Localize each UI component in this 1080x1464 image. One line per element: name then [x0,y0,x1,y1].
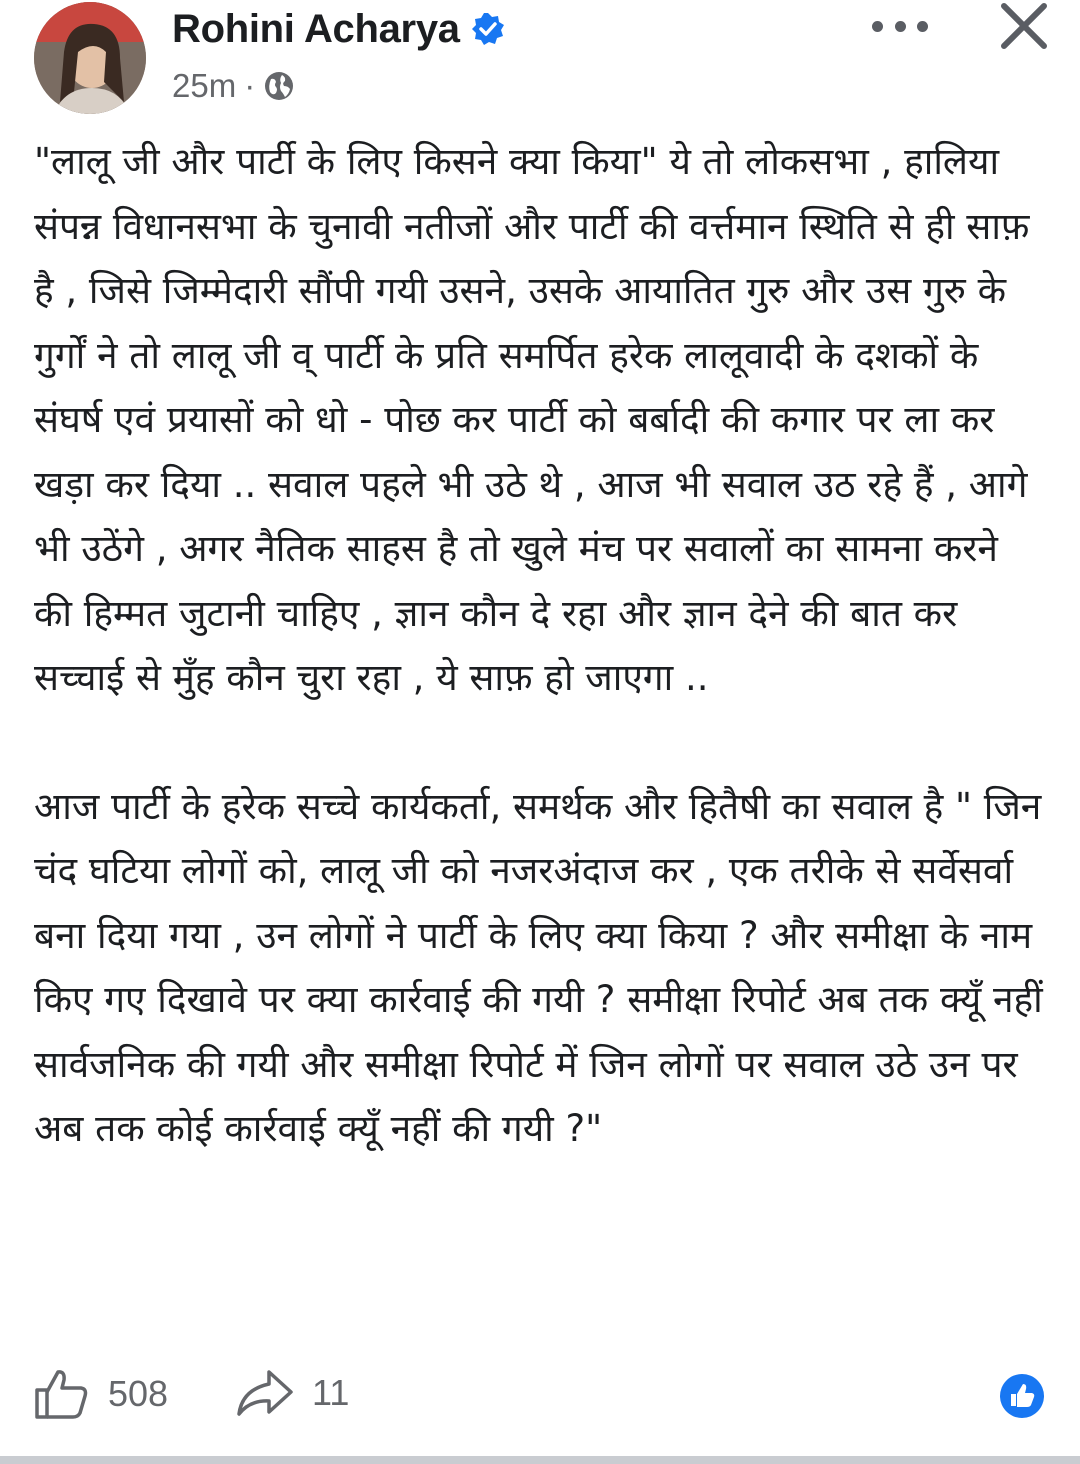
more-dot [895,21,906,32]
share-icon [236,1368,294,1418]
more-dot [872,21,883,32]
globe-icon [263,70,295,102]
like-button[interactable] [34,1368,168,1420]
share-button[interactable] [236,1368,349,1418]
share-count: 11 [312,1372,350,1413]
more-options-icon[interactable] [872,12,928,40]
avatar[interactable] [34,2,146,114]
more-dot [917,21,928,32]
author-name[interactable]: Rohini Acharya [172,6,460,51]
close-icon[interactable] [996,0,1052,56]
post-header [0,0,1080,120]
post-meta [172,64,295,108]
post-body [34,130,1044,1162]
author-row [172,4,506,54]
bottom-divider [0,1456,1080,1464]
post-footer [0,1360,1080,1430]
avatar-photo [34,2,146,114]
thumbs-up-icon [34,1368,90,1420]
like-count: 508 [108,1373,169,1414]
meta-separator: · [244,67,256,104]
post-paragraph-2: आज पार्टी के हरेक सच्चे कार्यकर्ता, समर्थक और हितैषी का सवाल है " जिन चंद घटिया लोगों को, लालू जी को नजरअंदाज कर , एक तरीके से सर्वेसर्वा बना दिया गया , उन लोगों ने पार्टी के लिए क्या किया ? और समीक्षा के नाम किए गए दिखावे पर क्या कार्रवाई की गयी ? समीक्षा रिपोर्ट अब तक क्यूँ नहीं सार्वजनिक की गयी और समीक्षा रिपोर्ट में जिन लोगों पर सवाल उठे उन पर अब तक कोई कार्रवाई क्यूँ नहीं की गयी ?" [34,784,1043,1150]
post-time[interactable]: 25m [172,67,237,104]
like-reaction-icon[interactable] [998,1372,1046,1420]
post-paragraph-1: "लालू जी और पार्टी के लिए किसने क्या किया" ये तो लोकसभा , हालिया संपन्न विधानसभा के चुनावी नतीजों और पार्टी की वर्त्तमान स्थिति से ही साफ़ है , जिसे जिम्मेदारी सौंपी गयी उसने, उसके आयातित गुरु और उस गुरु के गुर्गों ने तो लालू जी व् पार्टी के प्रति समर्पित हरेक लालूवादी के दशकों के संघर्ष एवं प्रयासों को धो - पोछ कर पार्टी को बर्बादी की कगार पर ला कर खड़ा कर दिया .. सवाल पहले भी उठे थे , आज भी सवाल उठ रहे हैं , आगे भी उठेंगे , अगर नैतिक साहस है तो खुले मंच पर सवालों का सामना करने की हिम्मत जुटानी चाहिए , ज्ञान कौन दे रहा और ज्ञान देने की बात कर सच्चाई से मुँह कौन चुरा रहा , ये साफ़ हो जाएगा .. [34,140,1030,699]
verified-badge-icon [470,11,506,47]
